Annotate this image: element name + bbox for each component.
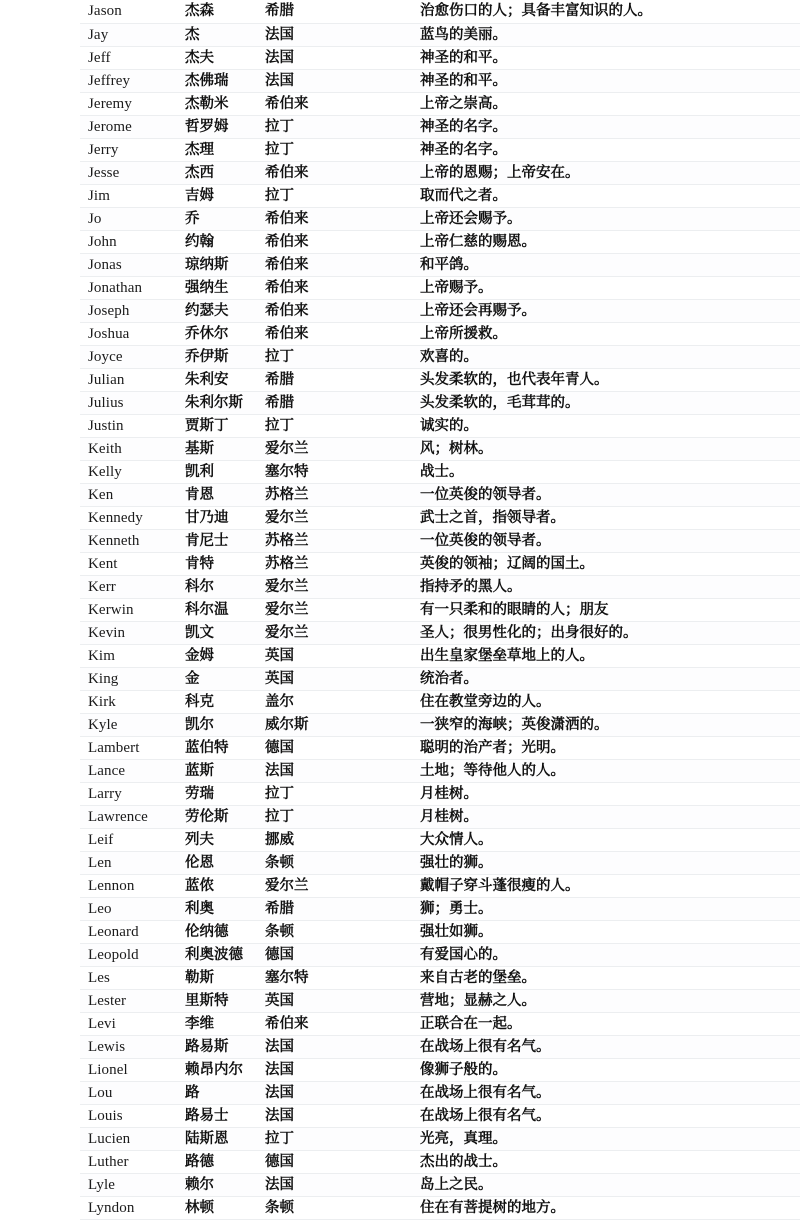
table-row: [80, 46, 800, 69]
chinese-name-cell: 约瑟夫: [177, 299, 257, 322]
table-row: [80, 897, 800, 920]
english-name-cell: Joshua: [80, 322, 177, 345]
english-name-cell: Leopold: [80, 943, 177, 966]
table-row: [80, 736, 800, 759]
table-row: [80, 529, 800, 552]
meaning-cell: 风；树林。: [412, 437, 800, 460]
english-name-cell: Lewis: [80, 1035, 177, 1058]
meaning-cell: 头发柔软的，也代表年青人。: [412, 368, 800, 391]
table-row: [80, 690, 800, 713]
meaning-cell: 上帝还会赐予。: [412, 207, 800, 230]
english-name-cell: Kelly: [80, 460, 177, 483]
meaning-cell: 统治者。: [412, 667, 800, 690]
english-name-cell: Kennedy: [80, 506, 177, 529]
meaning-cell: 土地；等待他人的人。: [412, 759, 800, 782]
origin-cell: 希伯来: [257, 253, 412, 276]
origin-cell: 法国: [257, 759, 412, 782]
table-row: [80, 368, 800, 391]
table-row: [80, 1012, 800, 1035]
chinese-name-cell: 肯恩: [177, 483, 257, 506]
chinese-name-cell: 科尔温: [177, 598, 257, 621]
table-row: [80, 1173, 800, 1196]
chinese-name-cell: 陆斯恩: [177, 1127, 257, 1150]
meaning-cell: 上帝的恩赐；上帝安在。: [412, 161, 800, 184]
english-name-cell: Lou: [80, 1081, 177, 1104]
origin-cell: 法国: [257, 1173, 412, 1196]
meaning-cell: 神圣的名字。: [412, 138, 800, 161]
chinese-name-cell: 杰夫: [177, 46, 257, 69]
origin-cell: 拉丁: [257, 138, 412, 161]
meaning-cell: 上帝赐予。: [412, 276, 800, 299]
chinese-name-cell: 李维: [177, 1012, 257, 1035]
origin-cell: 拉丁: [257, 345, 412, 368]
meaning-cell: 神圣的和平。: [412, 69, 800, 92]
meaning-cell: 上帝之崇高。: [412, 92, 800, 115]
chinese-name-cell: 凯利: [177, 460, 257, 483]
meaning-cell: 有一只柔和的眼睛的人；朋友: [412, 598, 800, 621]
table-row: [80, 345, 800, 368]
chinese-name-cell: 乔休尔: [177, 322, 257, 345]
chinese-name-cell: 赖昂内尔: [177, 1058, 257, 1081]
english-name-cell: Larry: [80, 782, 177, 805]
meaning-cell: 杰出的战士。: [412, 1150, 800, 1173]
english-name-cell: Lance: [80, 759, 177, 782]
english-chinese-name-table: [80, 0, 800, 1220]
table-row: [80, 1104, 800, 1127]
origin-cell: 希腊: [257, 897, 412, 920]
english-name-cell: Jesse: [80, 161, 177, 184]
origin-cell: 条顿: [257, 851, 412, 874]
origin-cell: 希腊: [257, 0, 412, 23]
table-row: [80, 966, 800, 989]
table-row: [80, 391, 800, 414]
meaning-cell: 营地；显赫之人。: [412, 989, 800, 1012]
english-name-cell: Jeffrey: [80, 69, 177, 92]
english-name-cell: Kevin: [80, 621, 177, 644]
chinese-name-cell: 杰森: [177, 0, 257, 23]
chinese-name-cell: 林顿: [177, 1196, 257, 1219]
table-row: [80, 253, 800, 276]
origin-cell: 条顿: [257, 1196, 412, 1219]
table-row: [80, 1127, 800, 1150]
chinese-name-cell: 杰勒米: [177, 92, 257, 115]
chinese-name-cell: 基斯: [177, 437, 257, 460]
chinese-name-cell: 肯尼士: [177, 529, 257, 552]
origin-cell: 法国: [257, 46, 412, 69]
table-row: [80, 713, 800, 736]
origin-cell: 希腊: [257, 391, 412, 414]
origin-cell: 拉丁: [257, 414, 412, 437]
english-name-cell: Lyndon: [80, 1196, 177, 1219]
meaning-cell: 在战场上很有名气。: [412, 1081, 800, 1104]
table-row: [80, 759, 800, 782]
chinese-name-cell: 路易斯: [177, 1035, 257, 1058]
origin-cell: 拉丁: [257, 782, 412, 805]
table-row: [80, 69, 800, 92]
english-name-cell: Lyle: [80, 1173, 177, 1196]
meaning-cell: 住在有菩提树的地方。: [412, 1196, 800, 1219]
table-row: [80, 483, 800, 506]
english-name-cell: Louis: [80, 1104, 177, 1127]
origin-cell: 希伯来: [257, 322, 412, 345]
table-row: [80, 1196, 800, 1219]
origin-cell: 威尔斯: [257, 713, 412, 736]
origin-cell: 爱尔兰: [257, 874, 412, 897]
english-name-cell: Lucien: [80, 1127, 177, 1150]
english-name-cell: Kyle: [80, 713, 177, 736]
chinese-name-cell: 路易士: [177, 1104, 257, 1127]
chinese-name-cell: 伦纳德: [177, 920, 257, 943]
meaning-cell: 强壮如狮。: [412, 920, 800, 943]
chinese-name-cell: 利奥波德: [177, 943, 257, 966]
meaning-cell: 一位英俊的领导者。: [412, 483, 800, 506]
origin-cell: 苏格兰: [257, 483, 412, 506]
origin-cell: 法国: [257, 1058, 412, 1081]
origin-cell: 希腊: [257, 368, 412, 391]
table-row: [80, 230, 800, 253]
meaning-cell: 月桂树。: [412, 805, 800, 828]
english-name-cell: Leo: [80, 897, 177, 920]
meaning-cell: 强壮的狮。: [412, 851, 800, 874]
meaning-cell: 正联合在一起。: [412, 1012, 800, 1035]
meaning-cell: 上帝仁慈的赐恩。: [412, 230, 800, 253]
table-row: [80, 322, 800, 345]
origin-cell: 拉丁: [257, 115, 412, 138]
meaning-cell: 武士之首，指领导者。: [412, 506, 800, 529]
origin-cell: 希伯来: [257, 1012, 412, 1035]
chinese-name-cell: 劳伦斯: [177, 805, 257, 828]
english-name-cell: Ken: [80, 483, 177, 506]
meaning-cell: 上帝还会再赐予。: [412, 299, 800, 322]
english-name-cell: Les: [80, 966, 177, 989]
origin-cell: 挪威: [257, 828, 412, 851]
meaning-cell: 欢喜的。: [412, 345, 800, 368]
chinese-name-cell: 伦恩: [177, 851, 257, 874]
origin-cell: 希伯来: [257, 207, 412, 230]
chinese-name-cell: 杰佛瑞: [177, 69, 257, 92]
origin-cell: 希伯来: [257, 299, 412, 322]
english-name-cell: Justin: [80, 414, 177, 437]
english-name-cell: Jason: [80, 0, 177, 23]
meaning-cell: 一狭窄的海峡；英俊潇洒的。: [412, 713, 800, 736]
table-body: [80, 0, 800, 1219]
chinese-name-cell: 约翰: [177, 230, 257, 253]
chinese-name-cell: 蓝侬: [177, 874, 257, 897]
english-name-cell: Lennon: [80, 874, 177, 897]
origin-cell: 拉丁: [257, 184, 412, 207]
table-row: [80, 460, 800, 483]
meaning-cell: 住在教堂旁边的人。: [412, 690, 800, 713]
table-row: [80, 276, 800, 299]
meaning-cell: 戴帽子穿斗蓬很瘦的人。: [412, 874, 800, 897]
table-row: [80, 874, 800, 897]
meaning-cell: 头发柔软的，毛茸茸的。: [412, 391, 800, 414]
english-name-cell: Leif: [80, 828, 177, 851]
origin-cell: 德国: [257, 1150, 412, 1173]
meaning-cell: 在战场上很有名气。: [412, 1104, 800, 1127]
chinese-name-cell: 吉姆: [177, 184, 257, 207]
origin-cell: 塞尔特: [257, 966, 412, 989]
table-row: [80, 1081, 800, 1104]
english-name-cell: King: [80, 667, 177, 690]
table-row: [80, 621, 800, 644]
origin-cell: 法国: [257, 1104, 412, 1127]
meaning-cell: 聪明的治产者；光明。: [412, 736, 800, 759]
chinese-name-cell: 凯尔: [177, 713, 257, 736]
chinese-name-cell: 琼纳斯: [177, 253, 257, 276]
table-row: [80, 115, 800, 138]
table-row: [80, 782, 800, 805]
table-row: [80, 437, 800, 460]
chinese-name-cell: 朱利安: [177, 368, 257, 391]
origin-cell: 希伯来: [257, 92, 412, 115]
meaning-cell: 岛上之民。: [412, 1173, 800, 1196]
table-row: [80, 851, 800, 874]
english-name-cell: Jerome: [80, 115, 177, 138]
origin-cell: 英国: [257, 644, 412, 667]
table-row: [80, 805, 800, 828]
origin-cell: 英国: [257, 989, 412, 1012]
english-name-cell: Kerwin: [80, 598, 177, 621]
origin-cell: 爱尔兰: [257, 598, 412, 621]
meaning-cell: 英俊的领袖；辽阔的国土。: [412, 552, 800, 575]
english-name-cell: Julius: [80, 391, 177, 414]
origin-cell: 条顿: [257, 920, 412, 943]
chinese-name-cell: 乔: [177, 207, 257, 230]
table-row: [80, 138, 800, 161]
table-row: [80, 552, 800, 575]
meaning-cell: 治愈伤口的人；具备丰富知识的人。: [412, 0, 800, 23]
meaning-cell: 光亮，真理。: [412, 1127, 800, 1150]
english-name-cell: Jerry: [80, 138, 177, 161]
table-row: [80, 943, 800, 966]
english-name-cell: Joseph: [80, 299, 177, 322]
english-name-cell: Kerr: [80, 575, 177, 598]
meaning-cell: 上帝所援救。: [412, 322, 800, 345]
table-row: [80, 414, 800, 437]
origin-cell: 德国: [257, 943, 412, 966]
meaning-cell: 指持矛的黑人。: [412, 575, 800, 598]
origin-cell: 塞尔特: [257, 460, 412, 483]
chinese-name-cell: 蓝伯特: [177, 736, 257, 759]
meaning-cell: 月桂树。: [412, 782, 800, 805]
meaning-cell: 蓝鸟的美丽。: [412, 23, 800, 46]
table-row: [80, 506, 800, 529]
chinese-name-cell: 利奥: [177, 897, 257, 920]
chinese-name-cell: 里斯特: [177, 989, 257, 1012]
english-name-cell: Len: [80, 851, 177, 874]
meaning-cell: 取而代之者。: [412, 184, 800, 207]
origin-cell: 苏格兰: [257, 529, 412, 552]
table-row: [80, 1150, 800, 1173]
table-row: [80, 0, 800, 23]
chinese-name-cell: 赖尔: [177, 1173, 257, 1196]
english-name-cell: Jeremy: [80, 92, 177, 115]
meaning-cell: 圣人；很男性化的；出身很好的。: [412, 621, 800, 644]
origin-cell: 苏格兰: [257, 552, 412, 575]
meaning-cell: 大众情人。: [412, 828, 800, 851]
origin-cell: 希伯来: [257, 276, 412, 299]
meaning-cell: 像狮子般的。: [412, 1058, 800, 1081]
meaning-cell: 来自古老的堡垒。: [412, 966, 800, 989]
origin-cell: 德国: [257, 736, 412, 759]
meaning-cell: 出生皇家堡垒草地上的人。: [412, 644, 800, 667]
english-name-cell: Jay: [80, 23, 177, 46]
table-row: [80, 989, 800, 1012]
english-name-cell: Jo: [80, 207, 177, 230]
table-row: [80, 1035, 800, 1058]
english-name-cell: Julian: [80, 368, 177, 391]
chinese-name-cell: 强纳生: [177, 276, 257, 299]
meaning-cell: 有爱国心的。: [412, 943, 800, 966]
english-name-cell: Lawrence: [80, 805, 177, 828]
english-name-cell: Jonas: [80, 253, 177, 276]
chinese-name-cell: 蓝斯: [177, 759, 257, 782]
origin-cell: 爱尔兰: [257, 621, 412, 644]
origin-cell: 拉丁: [257, 805, 412, 828]
meaning-cell: 战士。: [412, 460, 800, 483]
english-name-cell: Lionel: [80, 1058, 177, 1081]
origin-cell: 英国: [257, 667, 412, 690]
chinese-name-cell: 金: [177, 667, 257, 690]
english-name-cell: Luther: [80, 1150, 177, 1173]
chinese-name-cell: 科尔: [177, 575, 257, 598]
chinese-name-cell: 朱利尔斯: [177, 391, 257, 414]
chinese-name-cell: 科克: [177, 690, 257, 713]
origin-cell: 拉丁: [257, 1127, 412, 1150]
english-name-cell: Lambert: [80, 736, 177, 759]
meaning-cell: 神圣的和平。: [412, 46, 800, 69]
english-name-cell: Joyce: [80, 345, 177, 368]
table-row: [80, 207, 800, 230]
meaning-cell: 狮；勇士。: [412, 897, 800, 920]
origin-cell: 爱尔兰: [257, 506, 412, 529]
origin-cell: 爱尔兰: [257, 575, 412, 598]
table-row: [80, 828, 800, 851]
chinese-name-cell: 列夫: [177, 828, 257, 851]
chinese-name-cell: 哲罗姆: [177, 115, 257, 138]
table-row: [80, 920, 800, 943]
table-row: [80, 1058, 800, 1081]
origin-cell: 希伯来: [257, 161, 412, 184]
chinese-name-cell: 凯文: [177, 621, 257, 644]
meaning-cell: 和平鸽。: [412, 253, 800, 276]
english-name-cell: Jonathan: [80, 276, 177, 299]
meaning-cell: 在战场上很有名气。: [412, 1035, 800, 1058]
origin-cell: 法国: [257, 1081, 412, 1104]
english-name-cell: Kim: [80, 644, 177, 667]
meaning-cell: 神圣的名字。: [412, 115, 800, 138]
origin-cell: 法国: [257, 69, 412, 92]
table-row: [80, 644, 800, 667]
table-row: [80, 299, 800, 322]
table-row: [80, 598, 800, 621]
meaning-cell: 诚实的。: [412, 414, 800, 437]
chinese-name-cell: 杰: [177, 23, 257, 46]
english-name-cell: Keith: [80, 437, 177, 460]
meaning-cell: 一位英俊的领导者。: [412, 529, 800, 552]
origin-cell: 法国: [257, 23, 412, 46]
origin-cell: 爱尔兰: [257, 437, 412, 460]
origin-cell: 法国: [257, 1035, 412, 1058]
english-name-cell: Jim: [80, 184, 177, 207]
chinese-name-cell: 杰理: [177, 138, 257, 161]
english-name-cell: Kent: [80, 552, 177, 575]
chinese-name-cell: 路德: [177, 1150, 257, 1173]
english-name-cell: Kenneth: [80, 529, 177, 552]
chinese-name-cell: 乔伊斯: [177, 345, 257, 368]
chinese-name-cell: 肯特: [177, 552, 257, 575]
english-name-cell: Jeff: [80, 46, 177, 69]
origin-cell: 希伯来: [257, 230, 412, 253]
table-row: [80, 92, 800, 115]
english-name-cell: John: [80, 230, 177, 253]
table-row: [80, 575, 800, 598]
english-name-cell: Levi: [80, 1012, 177, 1035]
english-name-cell: Lester: [80, 989, 177, 1012]
chinese-name-cell: 金姆: [177, 644, 257, 667]
table-row: [80, 23, 800, 46]
chinese-name-cell: 甘乃迪: [177, 506, 257, 529]
origin-cell: 盖尔: [257, 690, 412, 713]
chinese-name-cell: 劳瑞: [177, 782, 257, 805]
table-row: [80, 184, 800, 207]
chinese-name-cell: 贾斯丁: [177, 414, 257, 437]
chinese-name-cell: 杰西: [177, 161, 257, 184]
english-name-cell: Kirk: [80, 690, 177, 713]
chinese-name-cell: 路: [177, 1081, 257, 1104]
table-row: [80, 161, 800, 184]
chinese-name-cell: 勒斯: [177, 966, 257, 989]
table-row: [80, 667, 800, 690]
english-name-cell: Leonard: [80, 920, 177, 943]
